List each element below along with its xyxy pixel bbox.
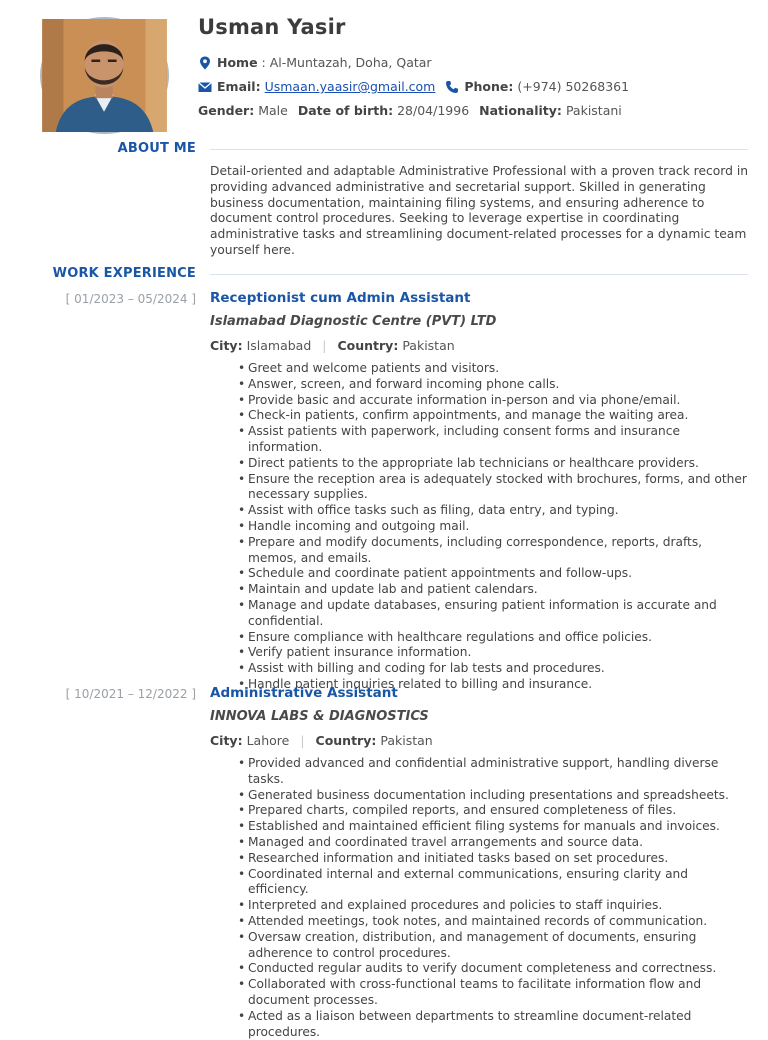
location-separator: | (300, 733, 305, 748)
gender-label: Gender: (198, 103, 255, 118)
experience-divider (210, 274, 748, 275)
job-title: Administrative Assistant (210, 685, 398, 701)
country-label: Country: (337, 338, 399, 353)
list-item: • Established and maintained efficient filing systems for manuals and invoices. (230, 819, 750, 835)
list-item: • Conducted regular audits to verify document completeness and correctness. (230, 961, 750, 977)
list-item: • Answer, screen, and forward incoming phone calls. (230, 377, 750, 393)
list-item: • Ensure the reception area is adequately stocked with brochures, forms, and other necessary supplies. (230, 472, 750, 504)
home-value: Al-Muntazah, Doha, Qatar (269, 55, 432, 70)
nationality-value: Pakistani (565, 103, 622, 118)
location-pin-icon (198, 56, 212, 70)
list-item: • Check-in patients, confirm appointments, and manage the waiting area. (230, 408, 750, 424)
envelope-icon (198, 80, 212, 94)
city-value: Islamabad (246, 338, 312, 353)
list-item: • Coordinated internal and external communications, ensuring clarity and efficiency. (230, 867, 750, 899)
company-name: INNOVA LABS & DIAGNOSTICS (210, 709, 429, 724)
job-title: Receptionist cum Admin Assistant (210, 290, 471, 306)
about-text: Detail-oriented and adaptable Administrative Professional with a proven track record in providing advanced administrative and secretarial support. Skilled in generating business documentation, maintaining filing systems, and ensuring adherence to document control procedures. Seeking to leverage expertise in coordinating administrative tasks and streamlining document-related processes for a dynamic team yourself here. (210, 164, 749, 257)
profile-photo (40, 17, 169, 134)
country-value: Pakistan (402, 338, 455, 353)
duties-list (230, 756, 750, 1040)
job-dates: [ 10/2021 – 12/2022 ] (65, 687, 196, 701)
list-item: • Verify patient insurance information. (230, 645, 750, 661)
gender-value: Male (258, 103, 288, 118)
list-item: • Prepared charts, compiled reports, and ensured completeness of files. (230, 803, 750, 819)
email-link[interactable]: Usmaan.yaasir@gmail.com (264, 79, 436, 94)
list-item: • Generated business documentation including presentations and spreadsheets. (230, 788, 750, 804)
dob-value: 28/04/1996 (397, 103, 470, 118)
location-separator: | (322, 338, 327, 353)
list-item: • Acted as a liaison between departments to streamline document-related procedures. (230, 1009, 750, 1040)
list-item: • Greet and welcome patients and visitors. (230, 361, 750, 377)
list-item: • Assist patients with paperwork, including consent forms and insurance information. (230, 424, 750, 456)
avatar (42, 19, 167, 132)
job-location (210, 733, 433, 748)
duties-list (230, 361, 750, 693)
email-label: Email: (217, 79, 261, 94)
nationality-label: Nationality: (479, 103, 562, 118)
list-item: • Direct patients to the appropriate lab technicians or healthcare providers. (230, 456, 750, 472)
list-item: • Manage and update databases, ensuring patient information is accurate and confidential. (230, 598, 750, 630)
experience-heading: WORK EXPERIENCE (52, 266, 196, 281)
home-line (198, 55, 432, 70)
phone-icon (445, 80, 459, 94)
company-name: Islamabad Diagnostic Centre (PVT) LTD (210, 314, 497, 329)
phone-value: (+974) 50268361 (517, 79, 630, 94)
home-label: Home (217, 55, 258, 70)
phone-label: Phone: (464, 79, 514, 94)
job-dates: [ 01/2023 – 05/2024 ] (65, 292, 196, 306)
city-label: City: (210, 338, 243, 353)
list-item: • Managed and coordinated travel arrangements and source data. (230, 835, 750, 851)
job-location (210, 338, 455, 353)
about-divider (210, 149, 748, 150)
list-item: • Prepare and modify documents, including correspondence, reports, drafts, memos, and emails. (230, 535, 750, 567)
list-item: • Oversaw creation, distribution, and management of documents, ensuring adherence to control procedures. (230, 930, 750, 962)
list-item: • Researched information and initiated tasks based on set procedures. (230, 851, 750, 867)
list-item: • Interpreted and explained procedures and policies to staff inquiries. (230, 898, 750, 914)
country-value: Pakistan (380, 733, 433, 748)
dob-label: Date of birth: (297, 103, 394, 118)
candidate-name: Usman Yasir (198, 15, 346, 39)
list-item: • Collaborated with cross-functional teams to facilitate information flow and document processes. (230, 977, 750, 1009)
list-item: • Attended meetings, took notes, and maintained records of communication. (230, 914, 750, 930)
list-item: • Handle patient inquiries related to billing and insurance. (230, 677, 750, 693)
city-value: Lahore (246, 733, 290, 748)
personal-line (198, 103, 622, 118)
list-item: • Schedule and coordinate patient appointments and follow-ups. (230, 566, 750, 582)
about-heading: ABOUT ME (117, 141, 196, 156)
list-item: • Maintain and update lab and patient calendars. (230, 582, 750, 598)
list-item: • Provide basic and accurate information in-person and via phone/email. (230, 393, 750, 409)
list-item: • Assist with office tasks such as filing, data entry, and typing. (230, 503, 750, 519)
list-item: • Assist with billing and coding for lab tests and procedures. (230, 661, 750, 677)
country-label: Country: (315, 733, 377, 748)
contact-line (198, 79, 629, 94)
home-separator: : (257, 55, 270, 70)
list-item: • Ensure compliance with healthcare regulations and office policies. (230, 630, 750, 646)
city-label: City: (210, 733, 243, 748)
list-item: • Provided advanced and confidential administrative support, handling diverse tasks. (230, 756, 750, 788)
list-item: • Handle incoming and outgoing mail. (230, 519, 750, 535)
